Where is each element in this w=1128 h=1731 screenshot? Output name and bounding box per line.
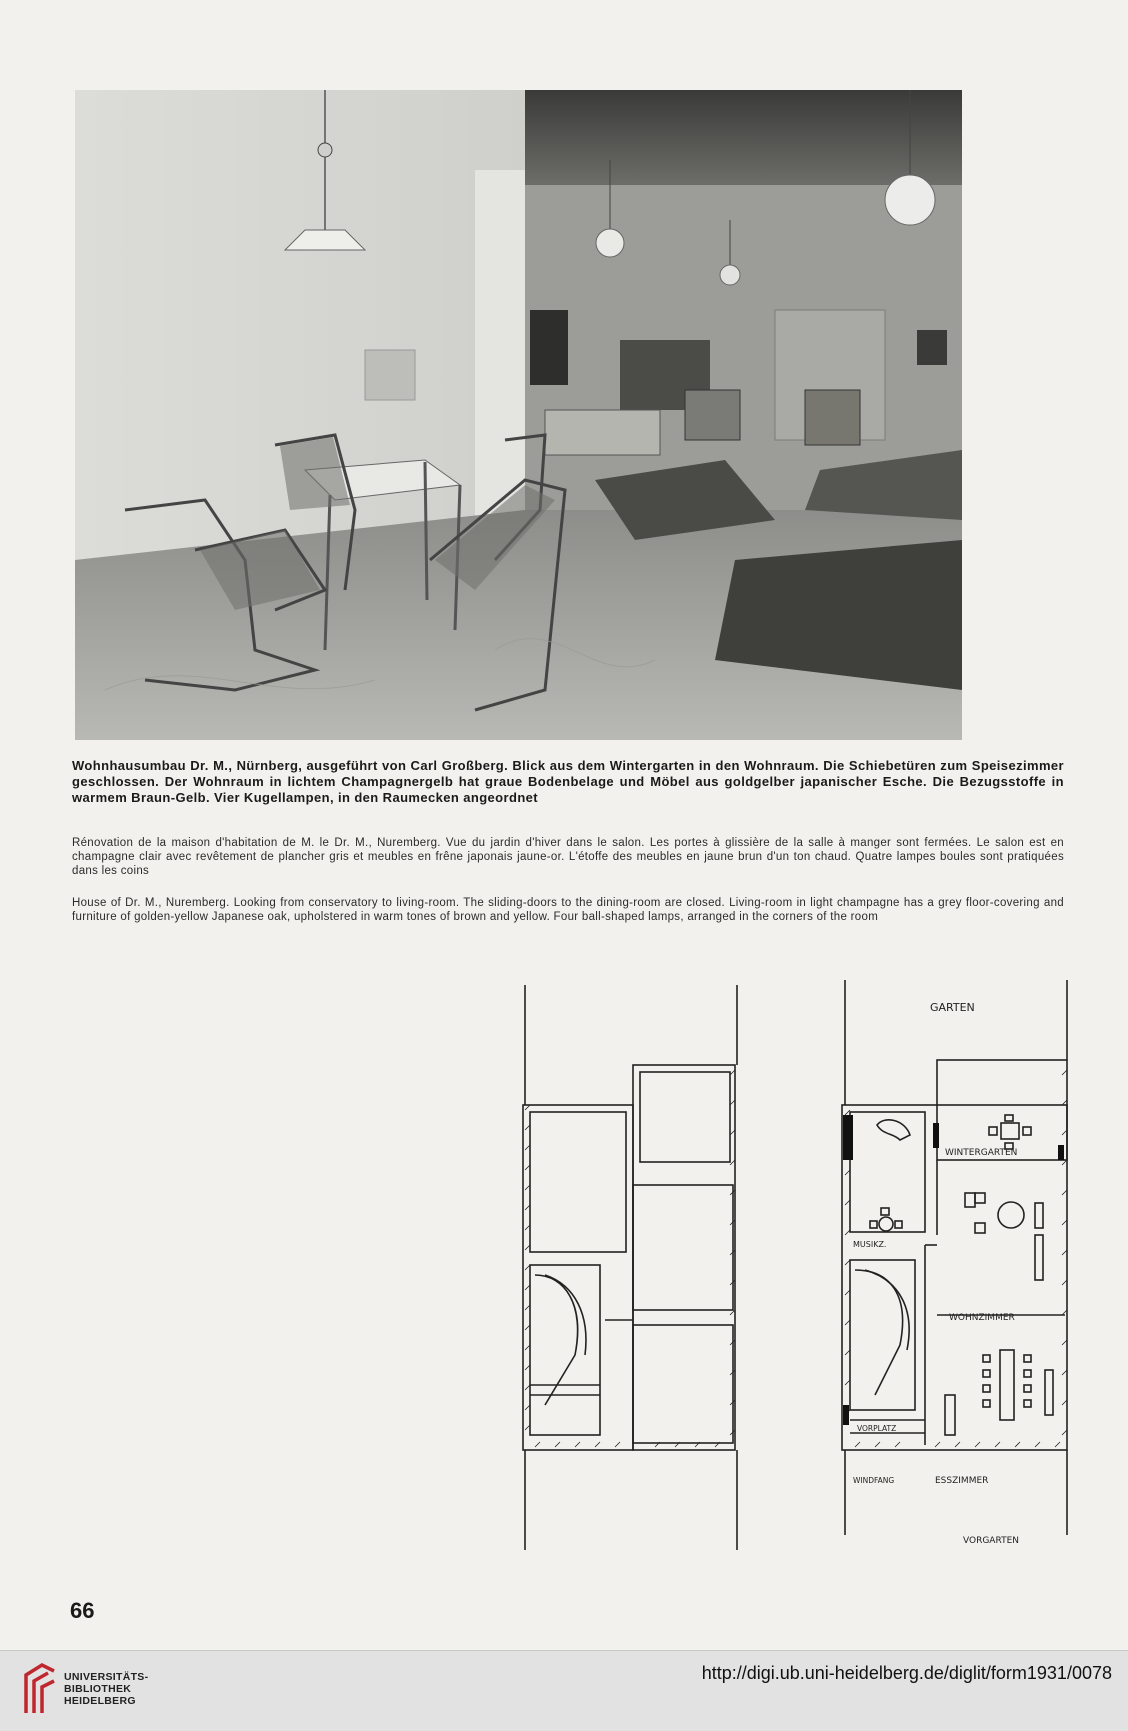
digital-library-url-link[interactable]: http://digi.ub.uni-heidelberg.de/diglit/form1931/0078: [701, 1663, 1112, 1683]
ub-heidelberg-logo-icon: [22, 1661, 58, 1719]
library-name-line3: HEIDELBERG: [64, 1695, 136, 1707]
caption-french: Rénovation de la maison d'habitation de M. le Dr. M., Nuremberg. Vue du jardin d'hiver dans le salon. Les portes à glissière de la salle à manger sont fermées. Le salon est en champagne clair avec revêtement de plancher gris et meubles en frêne japonais jaune-or. L'étoffe des meubles en jaune brun d'un ton chaud. Quatre lampes boules sont pratiquées dans les coins: [72, 837, 1064, 877]
page-number: 66: [70, 1598, 95, 1623]
library-name-line1: UNIVERSITÄTS-: [64, 1671, 149, 1683]
floor-plans: [505, 975, 1080, 1555]
label-wohnzimmer: WOHNZIMMER: [949, 1313, 1015, 1323]
label-garten: GARTEN: [930, 1001, 975, 1014]
caption-german: Wohnhausumbau Dr. M., Nürnberg, ausgeführt von Carl Großberg. Blick aus dem Wintergarten in den Wohnraum. Die Schiebetüren zum Speisezimmer geschlossen. Der Wohnraum in lichtem Champagnergelb hat graue Bodenbelage und Möbel aus goldgelber japanischer Esche. Die Bezugsstoffe in warmem Braun-Gelb. Vier Kugellampen, in den Raumecken angeordnet: [72, 758, 1064, 805]
label-esszimmer: ESSZIMMER: [935, 1476, 989, 1486]
label-vorgarten: VORGARTEN: [963, 1536, 1019, 1546]
caption-english: House of Dr. M., Nuremberg. Looking from conservatory to living-room. The sliding-doors to the dining-room are closed. Living-room in light champagne has a grey floor-covering and furniture of golden-yellow Japanese oak, upholstered in warm tones of brown and yellow. Four ball-shaped lamps, arranged in the corners of the room: [72, 897, 1064, 923]
label-wintergarten: WINTERGARTEN: [945, 1148, 1018, 1158]
viewer-footer: [0, 1650, 1128, 1731]
interior-photograph: [75, 90, 962, 740]
label-musikzimmer: MUSIKZ.: [853, 1240, 887, 1249]
library-name-line2: BIBLIOTHEK: [64, 1683, 132, 1695]
label-windfang: WINDFANG: [853, 1476, 895, 1485]
label-vorplatz: VORPLATZ: [857, 1424, 897, 1433]
library-name: [64, 1671, 148, 1707]
